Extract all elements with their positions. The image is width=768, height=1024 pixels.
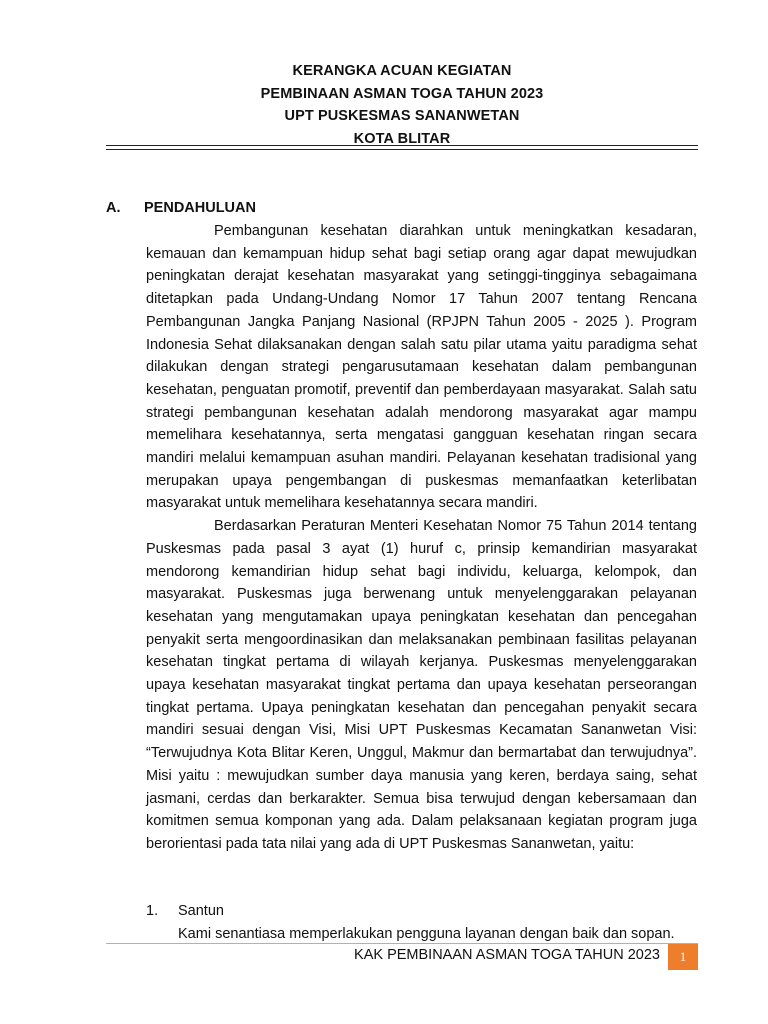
paragraph-1: Pembangunan kesehatan diarahkan untuk meningkatkan kesadaran, kemauan dan kemampuan hidup sehat bagi setiap orang agar dapat mewujudkan peningkatan derajat kesehatan masyarakat yang setinggi-tingginya sebagaimana ditetapkan pada Undang-Undang Nomor 17 Tahun 2007 tentang Rencana Pembangunan Jangka Panjang Nasional (RPJPN Tahun 2005 - 2025 ). Program Indonesia Sehat dilaksanakan dengan salah satu pilar utama yaitu paradigma sehat dilakukan dengan strategi pengarusutamaan kesehatan dalam pembangunan kesehatan, penguatan promotif, preventif dan pemberdayaan masyarakat. Salah satu strategi pembangunan kesehatan adalah mendorong masyarakat agar mampu memelihara kesehatannya, serta mengatasi gangguan kesehatan ringan secara mandiri melalui kemampuan asuhan mandiri. Pelayanan kesehatan tradisional yang merupakan upaya pengembangan di puskesmas memanfaatkan keterlibatan masyarakat untuk memelihara kesehatannya secara mandiri. [146,223,697,512]
page-number-badge: 1 [668,944,698,970]
title-line-3: UPT PUSKESMAS SANANWETAN [284,108,520,124]
paragraph-2: Berdasarkan Peraturan Menteri Kesehatan Nomor 75 Tahun 2014 tentang Puskesmas pada pasal 3 ayat (1) huruf c, prinsip kemandirian masyarakat mendorong kemandirian hidup sehat bagi individu, keluarga, kelompok, dan masyarakat. Puskesmas juga berwenang untuk menyelenggarakan pelayanan kesehatan yang mengutamakan upaya peningkatan kesehatan dan pencegahan penyakit serta mengoordinasikan dan melaksanakan pembinaan fasilitas pelayanan kesehatan tingkat pertama di wilayah kerjanya. Puskesmas menyelenggarakan upaya kesehatan masyarakat tingkat pertama dan upaya kesehatan perseorangan tingkat pertama. Upaya peningkatan kesehatan dan pencegahan penyakit secara mandiri sesuai dengan Visi, Misi UPT Puskesmas Kecamatan Sananwetan Visi: “Terwujudnya Kota Blitar Keren, Unggul, Makmur dan bermartabat dan terwujudnya”. Misi yaitu : mewujudkan sumber daya manusia yang keren, berdaya saing, sehat jasmani, cerdas dan berkarakter. Semua bisa terwujud dengan kebersamaan dan komitmen semua komponan yang ada. Dalam pelaksanaan kegiatan program juga berorientasi pada tata nilai yang ada di UPT Puskesmas Sananwetan, yaitu: [146,518,697,852]
page-footer [106,940,698,970]
title-line-1: KERANGKA ACUAN KEGIATAN [292,63,512,79]
title-double-rule [106,145,698,150]
section-title: PENDAHULUAN [144,200,256,216]
list-item-label: Santun [178,903,224,919]
document-title-block [106,60,698,150]
footer-rule [106,943,698,944]
title-line-2: PEMBINAAN ASMAN TOGA TAHUN 2023 [260,85,544,102]
list-item-description: Kami senantiasa memperlakukan pengguna layanan dengan baik dan sopan. [178,926,675,942]
title-line-4: KOTA BLITAR [353,130,451,147]
list-item-number: 1. [146,903,159,919]
section-letter: A. [106,200,121,216]
footer-title: KAK PEMBINAAN ASMAN TOGA TAHUN 2023 [354,947,660,963]
body-text [146,220,697,856]
